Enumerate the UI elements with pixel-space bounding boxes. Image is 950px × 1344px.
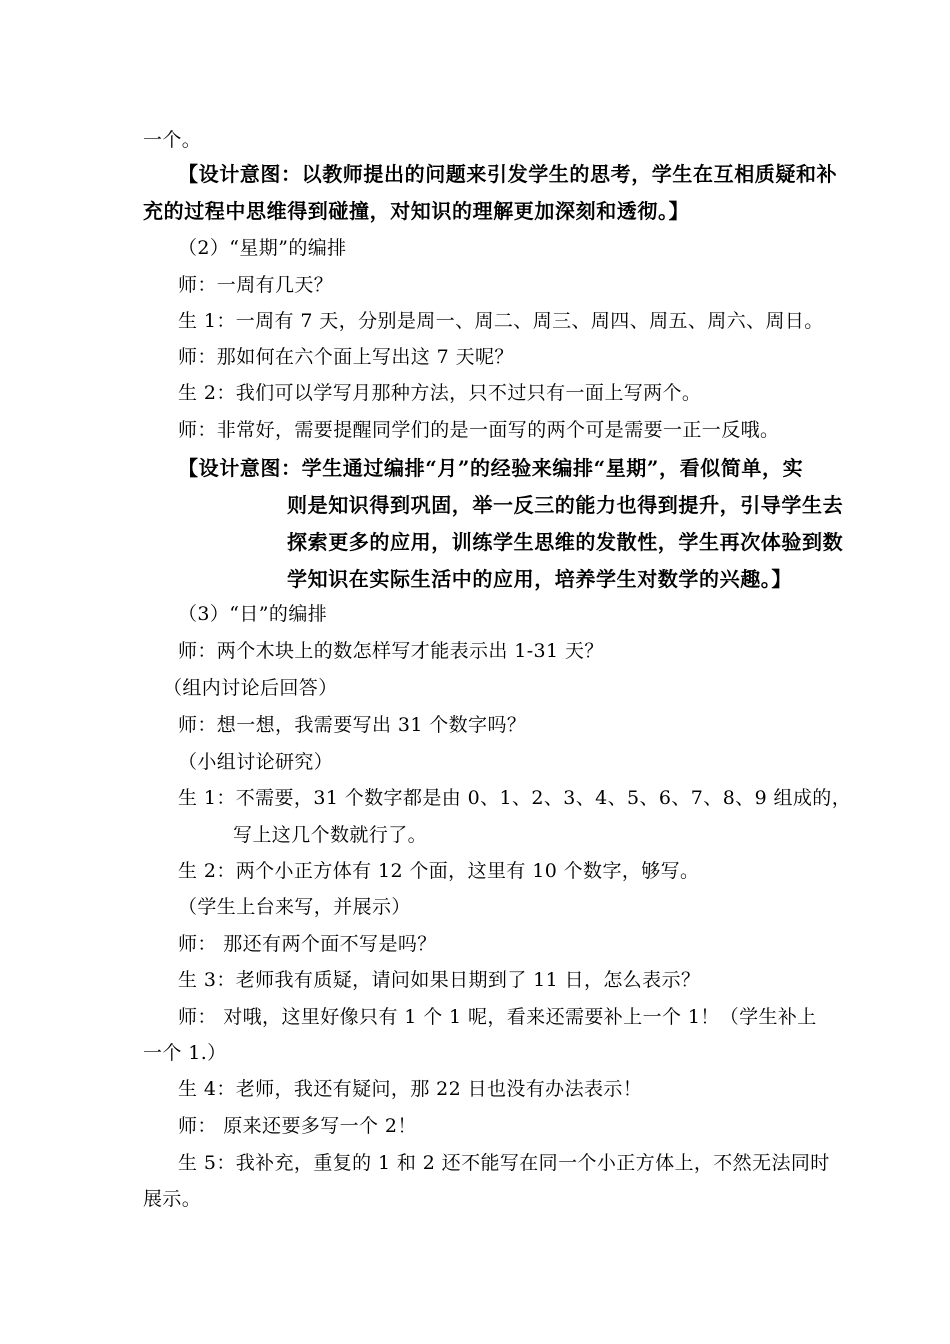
dialogue-line: 展示。 bbox=[143, 1188, 202, 1210]
dialogue-line: 师：一周有几天？ bbox=[178, 274, 334, 296]
dialogue-line: 师：两个木块上的数怎样写才能表示出 1-31 天？ bbox=[178, 640, 604, 662]
dialogue-line: 生 2：两个小正方体有 12 个面，这里有 10 个数字，够写。 bbox=[178, 860, 700, 882]
design-intent-line: 探索更多的应用，训练学生思维的发散性，学生再次体验到数 bbox=[287, 530, 844, 554]
design-intent-line: 【设计意图：学生通过编排“月”的经验来编排“星期”，看似简单，实 bbox=[178, 456, 804, 480]
design-intent-line: 充的过程中思维得到碰撞，对知识的理解更加深刻和透彻。】 bbox=[143, 199, 690, 223]
dialogue-line: 生 3：老师我有质疑，请问如果日期到了 11 日，怎么表示？ bbox=[178, 969, 701, 991]
dialogue-line: 师： 对哦，这里好像只有 1 个 1 呢，看来还需要补上一个 1！（学生补上 bbox=[178, 1006, 817, 1028]
design-intent-line: 则是知识得到巩固，举一反三的能力也得到提升，引导学生去 bbox=[287, 493, 844, 517]
dialogue-line: 生 4：老师，我还有疑问，那 22 日也没有办法表示！ bbox=[178, 1078, 643, 1100]
dialogue-line: 一个 1.） bbox=[143, 1042, 227, 1064]
dialogue-line: 写上这几个数就行了。 bbox=[233, 824, 428, 846]
dialogue-line: 生 2：我们可以学写月那种方法，只不过只有一面上写两个。 bbox=[178, 382, 702, 404]
dialogue-line: 师：非常好，需要提醒同学们的是一面写的两个可是需要一正一反哦。 bbox=[178, 419, 780, 441]
design-intent-line: 学知识在实际生活中的应用，培养学生对数学的兴趣。】 bbox=[287, 567, 792, 591]
section-heading: （2）“星期”的编排 bbox=[178, 237, 347, 259]
dialogue-line: 生 1：不需要，31 个数字都是由 0、1、2、3、4、5、6、7、8、9 组成的， bbox=[178, 787, 852, 809]
dialogue-line: 师： 那还有两个面不写是吗？ bbox=[178, 933, 437, 955]
stage-direction: （组内讨论后回答） bbox=[163, 677, 338, 699]
dialogue-line: 生 5：我补充，重复的 1 和 2 还不能写在同一个小正方体上，不然无法同时 bbox=[178, 1152, 830, 1174]
dialogue-line: 师：想一想，我需要写出 31 个数字吗？ bbox=[178, 714, 527, 736]
dialogue-line: 生 1：一周有 7 天，分别是周一、周二、周三、周四、周五、周六、周日。 bbox=[178, 310, 824, 332]
text-line: 一个。 bbox=[143, 129, 202, 151]
dialogue-line: 师：那如何在六个面上写出这 7 天呢？ bbox=[178, 346, 514, 368]
stage-direction: （学生上台来写，并展示） bbox=[178, 896, 411, 918]
section-heading: （3）“日”的编排 bbox=[178, 603, 328, 625]
stage-direction: （小组讨论研究） bbox=[178, 751, 334, 773]
design-intent-line: 【设计意图：以教师提出的问题来引发学生的思考，学生在互相质疑和补 bbox=[178, 162, 838, 186]
dialogue-line: 师： 原来还要多写一个 2！ bbox=[178, 1115, 417, 1137]
